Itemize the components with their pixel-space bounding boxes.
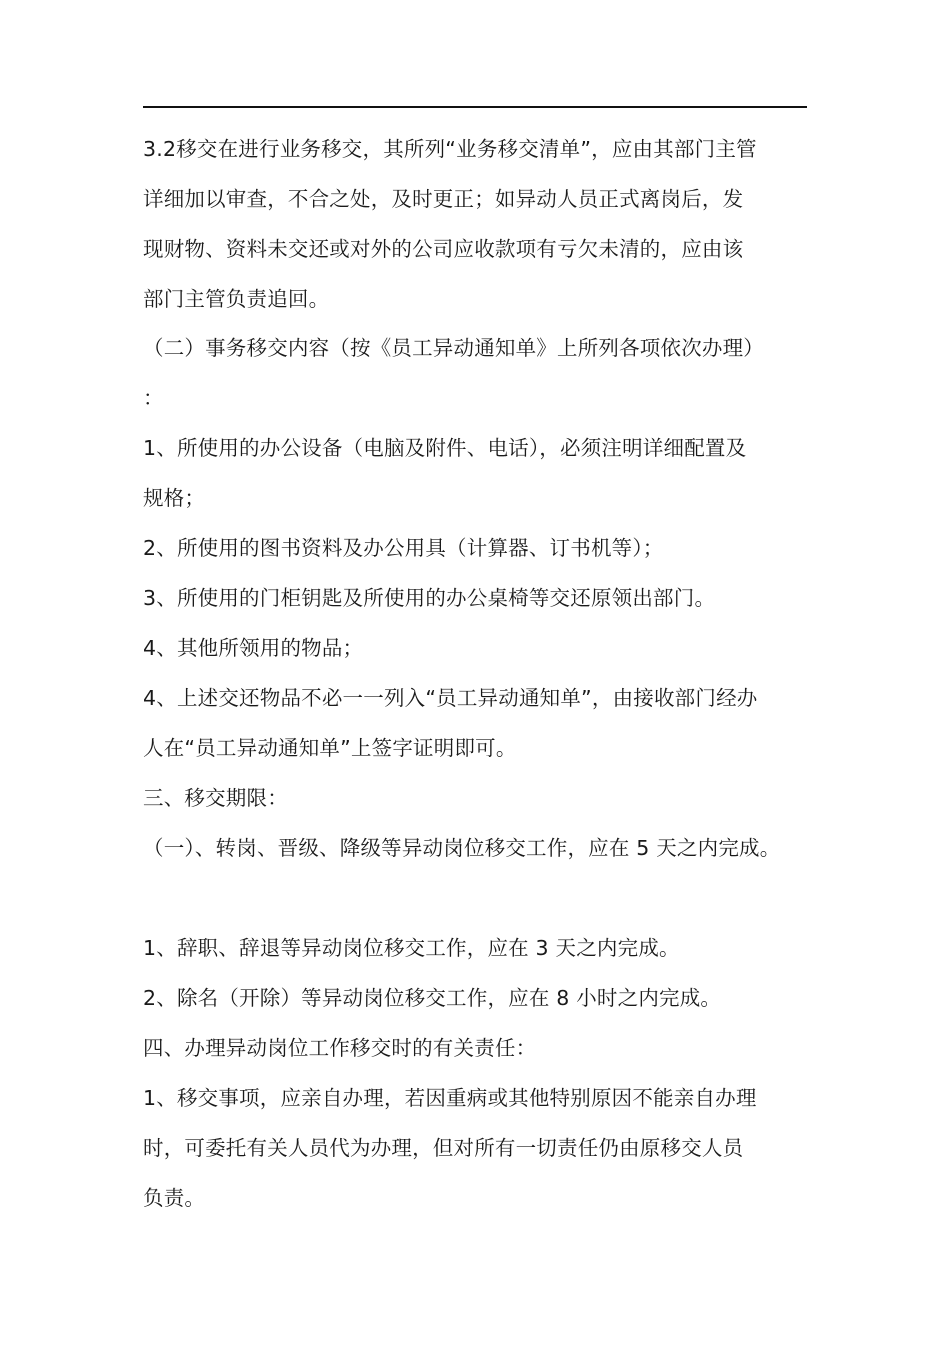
text-line-3: 现财物、资料未交还或对外的公司应收款项有亏欠未清的，应由该 [143,237,744,261]
header-rule [143,106,807,108]
list-item-4: 4、其他所领用的物品； [143,636,364,660]
list-item-1-cont: 规格； [143,486,206,510]
list-item-4b-cont: 人在“员工异动通知单”上签字证明即可。 [143,736,517,760]
text-line-4: 部门主管负责追回。 [143,287,330,311]
responsibility-item-1-end: 负责。 [143,1186,206,1210]
text-line-1: 3.2移交在进行业务移交，其所列“业务移交清单”，应由其部门主管 [143,137,757,161]
list-item-1: 1、所使用的办公设备（电脑及附件、电话），必须注明详细配置及 [143,436,747,460]
responsibility-item-1-cont: 时，可委托有关人员代为办理，但对所有一切责任仍由原移交人员 [143,1136,744,1160]
list-item-2: 2、所使用的图书资料及办公用具（计算器、订书机等）； [143,536,664,560]
section-heading-4: 四、办理异动岗位工作移交时的有关责任： [143,1036,537,1060]
section-heading-3: 三、移交期限： [143,786,288,810]
deadline-item-1: （一）、转岗、晋级、降级等异动岗位移交工作，应在 5 天之内完成。 [143,836,781,860]
list-item-3: 3、所使用的门柜钥匙及所使用的办公桌椅等交还原领出部门。 [143,586,716,610]
deadline-item-3: 2、除名（开除）等异动岗位移交工作，应在 8 小时之内完成。 [143,986,722,1010]
responsibility-item-1: 1、移交事项，应亲自办理，若因重病或其他特别原因不能亲自办理 [143,1086,757,1110]
list-item-4b: 4、上述交还物品不必一一列入“员工异动通知单”，由接收部门经办 [143,686,758,710]
section-heading-2: （二）事务移交内容（按《员工异动通知单》上所列各项依次办理） [143,336,764,360]
text-line-2: 详细加以审查，不合之处，及时更正；如异动人员正式离岗后，发 [143,187,744,211]
deadline-item-2: 1、辞职、辞退等异动岗位移交工作，应在 3 天之内完成。 [143,936,680,960]
text-line-6: ： [143,386,164,410]
